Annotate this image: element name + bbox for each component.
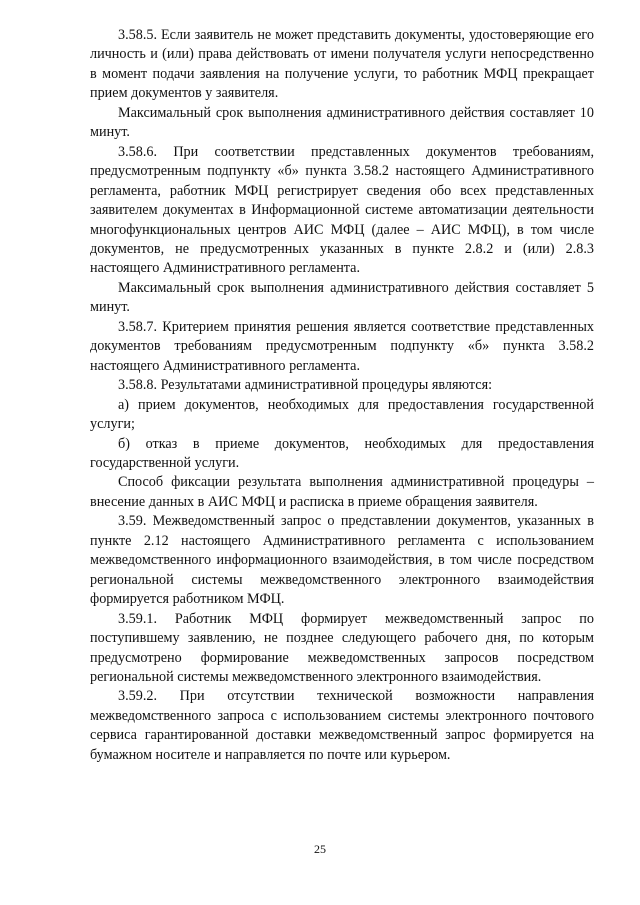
paragraph-3-58-6: 3.58.6. При соответствии представленных документов требованиям, предусмотренным подпункту «б» пункта 3.58.2 настоящего Административного регламента, работник МФЦ регистрирует сведения обо всех представленных заявителем документах в Информационной системе автоматизации деятельности многофункциональных центров АИС МФЦ (далее – АИС МФЦ), в том числе документов, не предусмотренных указанных в пункте 2.8.2 и (или) 2.8.3 настоящего Административного регламента. [90, 143, 594, 277]
document-body [90, 26, 594, 765]
paragraph-3-58-7: 3.58.7. Критерием принятия решения является соответствие представленных документов требованиям предусмотренным подпункту «б» пункта 3.58.2 настоящего Административного регламента. [90, 318, 594, 374]
paragraph-result-b: б) отказ в приеме документов, необходимых для предоставления государственной услуги. [90, 435, 594, 471]
paragraph-fixation-method: Способ фиксации результата выполнения административной процедуры – внесение данных в АИС МФЦ и расписка в приеме обращения заявителя. [90, 474, 594, 510]
paragraph-3-58-8: 3.58.8. Результатами административной процедуры являются: [118, 377, 493, 394]
page-number: 25 [314, 842, 326, 856]
paragraph-3-59: 3.59. Межведомственный запрос о представлении документов, указанных в пункте 2.12 настоящего Административного регламента с использованием межведомственного информационного взаимодействия, в том числе посредством региональной системы межведомственного электронного взаимодействия формируется работником МФЦ. [90, 513, 594, 608]
paragraph-3-59-2: 3.59.2. При отсутствии технической возможности направления межведомственного запроса с использованием системы электронного почтового сервиса гарантированной доставки межведомственный запрос формируется на бумажном носителе и направляется по почте или курьером. [90, 688, 594, 763]
paragraph-max-time-10: Максимальный срок выполнения административного действия составляет 10 минут. [90, 104, 594, 141]
paragraph-3-58-5: 3.58.5. Если заявитель не может представить документы, удостоверяющие его личность и (или) права действовать от имени получателя услуги непосредственно в момент подачи заявления на получение услуги, то работник МФЦ прекращает прием документов у заявителя. [90, 27, 594, 102]
paragraph-result-a: а) прием документов, необходимых для предоставления государственной услуги; [90, 396, 594, 433]
paragraph-max-time-5: Максимальный срок выполнения административного действия составляет 5 минут. [90, 279, 594, 316]
paragraph-3-59-1: 3.59.1. Работник МФЦ формирует межведомственный запрос по поступившему заявлению, не позднее следующего рабочего дня, по которым предусмотрено формирование межведомственных запросов посредством региональной системы межведомственного электронного взаимодействия. [90, 610, 594, 685]
